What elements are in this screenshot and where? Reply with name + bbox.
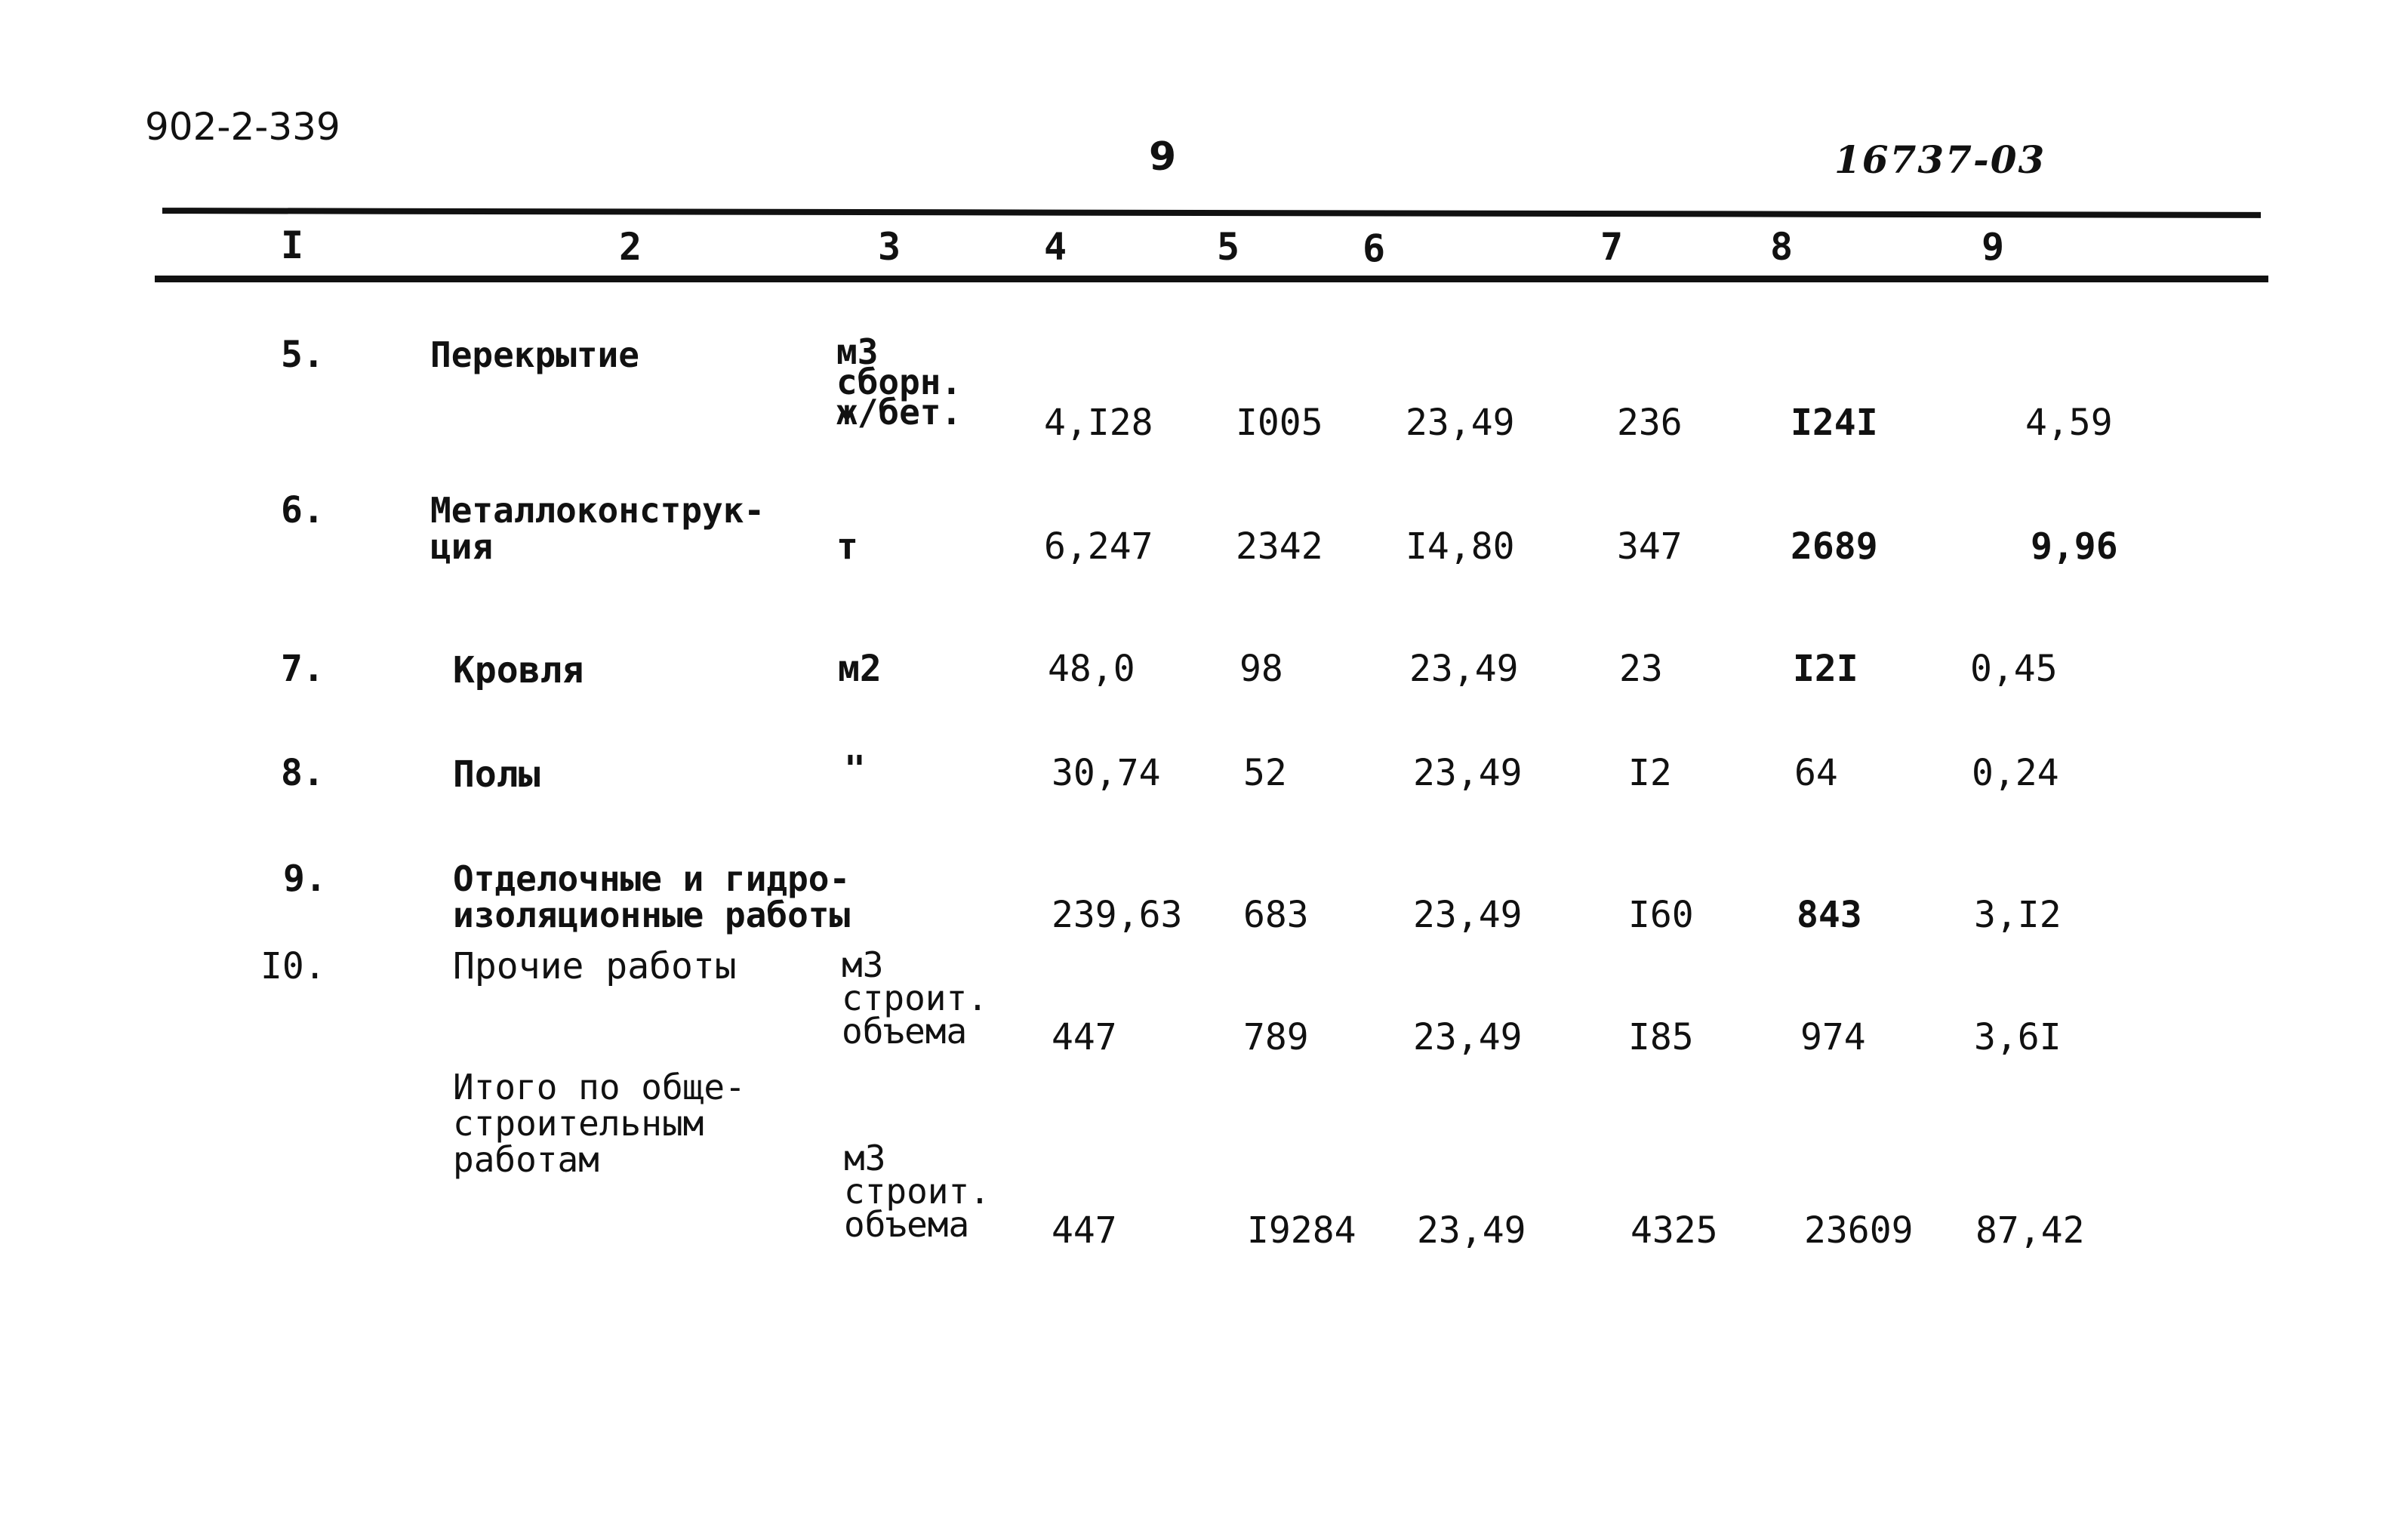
cell-col7: I85 [1628, 1016, 1694, 1058]
row-name: Перекрытие [430, 334, 639, 375]
cell-col6: 23,49 [1413, 894, 1523, 936]
cell-col5: 789 [1243, 1016, 1309, 1058]
row-number: 7. [281, 648, 325, 690]
cell-col8: 64 [1794, 752, 1838, 794]
cell-col5: I9284 [1247, 1209, 1356, 1252]
row-unit: м3 строит. объема [842, 944, 988, 1052]
cell-col8: 843 [1797, 894, 1862, 936]
cell-col7: I2 [1628, 752, 1672, 794]
cell-col5: 52 [1243, 752, 1287, 794]
column-number: 5 [1217, 225, 1240, 269]
cell-col4: 447 [1052, 1209, 1117, 1252]
cell-col6: 23,49 [1409, 648, 1519, 690]
cell-col9: 9,96 [2031, 525, 2118, 568]
cell-col4: 239,63 [1052, 894, 1183, 936]
column-number: I [281, 223, 304, 267]
row-name: Металлоконструк- ция [430, 490, 765, 567]
page-number: 9 [1149, 134, 1177, 180]
row-unit: " [844, 748, 866, 790]
table-header-bottom-rule [155, 276, 2268, 282]
column-number: 2 [619, 225, 642, 269]
cell-col9: 87,42 [1975, 1209, 2085, 1252]
cell-col7: 23 [1619, 648, 1663, 690]
cell-col4: 48,0 [1048, 648, 1135, 690]
document-code: 902-2-339 [145, 105, 340, 149]
cell-col6: 23,49 [1413, 1016, 1523, 1058]
cell-col4: 447 [1052, 1016, 1117, 1058]
column-number: 7 [1600, 225, 1624, 269]
cell-col9: 0,45 [1970, 648, 2058, 690]
cell-col8: 2689 [1791, 525, 1878, 568]
cell-col8: I24I [1791, 402, 1878, 444]
row-number: 6. [281, 489, 325, 531]
cell-col5: 2342 [1236, 525, 1323, 568]
row-unit: т [836, 525, 858, 568]
cell-col7: 347 [1617, 525, 1683, 568]
column-number: 3 [878, 225, 901, 269]
cell-col4: 30,74 [1052, 752, 1161, 794]
cell-col6: 23,49 [1406, 402, 1515, 444]
handwritten-reference: 16737-03 [1834, 137, 2046, 182]
cell-col6: 23,49 [1417, 1209, 1526, 1252]
cell-col6: I4,80 [1406, 525, 1515, 568]
table-top-rule [162, 208, 2261, 218]
cell-col6: 23,49 [1413, 752, 1523, 794]
cell-col5: 683 [1243, 894, 1309, 936]
row-name: Кровля [453, 649, 584, 692]
cell-col7: I60 [1628, 894, 1694, 936]
column-number: 9 [1982, 225, 2005, 269]
cell-col9: 0,24 [1972, 752, 2059, 794]
row-number: 5. [281, 334, 325, 376]
cell-col7: 236 [1617, 402, 1683, 444]
cell-col7: 4325 [1630, 1209, 1718, 1252]
column-number: 8 [1770, 225, 1794, 269]
cell-col8: 974 [1800, 1016, 1866, 1058]
cell-col4: 4,I28 [1044, 402, 1153, 444]
row-number: 8. [281, 752, 325, 794]
row-unit: м3 строит. объема [844, 1138, 990, 1245]
row-number: 9. [283, 858, 327, 900]
row-name: Прочие работы [453, 945, 737, 987]
cell-col9: 3,I2 [1974, 894, 2062, 936]
row-unit: м3 сборн. ж/бет. [836, 331, 962, 433]
cell-col5: I005 [1236, 402, 1323, 444]
cell-col5: 98 [1239, 648, 1283, 690]
row-number: I0. [260, 945, 326, 987]
cell-col4: 6,247 [1044, 525, 1153, 568]
cell-col8: 23609 [1804, 1209, 1914, 1252]
row-name: Отделочные и гидро- изоляционные работы [453, 858, 851, 935]
column-number: 6 [1363, 226, 1386, 270]
cell-col8: I2I [1793, 648, 1858, 690]
total-label: Итого по обще- строительным работам [453, 1067, 746, 1180]
row-unit: м2 [838, 648, 882, 690]
column-number: 4 [1044, 225, 1067, 269]
cell-col9: 4,59 [2025, 402, 2113, 444]
row-name: Полы [453, 753, 540, 796]
cell-col9: 3,6I [1974, 1016, 2062, 1058]
